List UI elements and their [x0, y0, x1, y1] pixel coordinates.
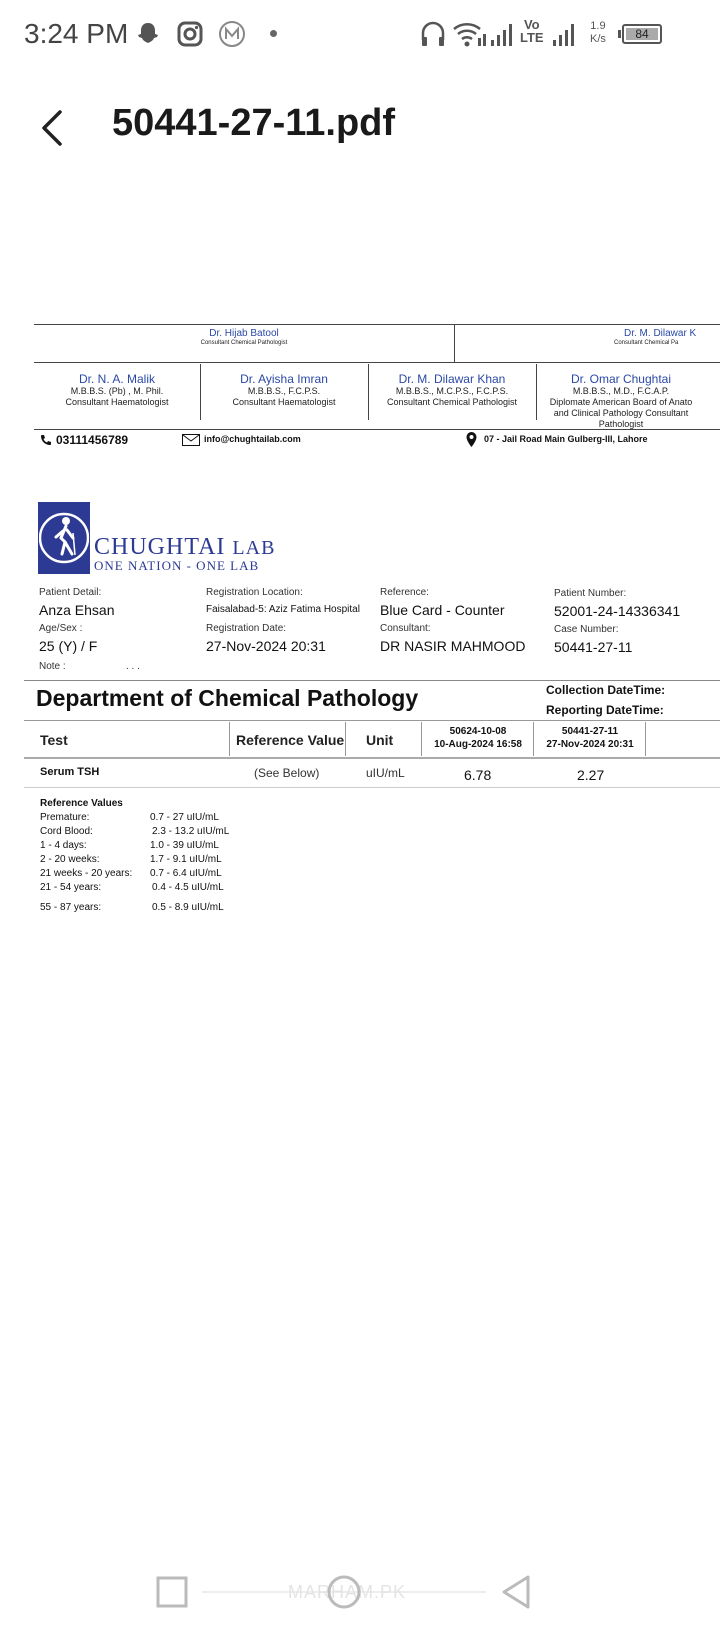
table-header-test: Test	[40, 732, 68, 748]
location-pin-icon	[466, 432, 477, 452]
status-time: 3:24 PM	[24, 18, 129, 49]
doctor-dilawar: Dr. M. Dilawar Khan M.B.B.S., M.C.P.S., F.C.P.S. Consultant Chemical Pathologist	[386, 372, 518, 407]
patient-number-label: Patient Number:	[554, 588, 627, 599]
reporting-datetime-label: Reporting DateTime:	[546, 703, 664, 717]
reference: Blue Card - Counter	[380, 602, 505, 618]
row-unit: uIU/mL	[366, 766, 405, 780]
table-row	[0, 766, 720, 786]
ref-label: 21 - 54 years:	[40, 882, 102, 893]
pdf-page[interactable]	[0, 300, 720, 980]
note-value: . . .	[126, 661, 140, 672]
contact-phone: 03111456789	[56, 433, 129, 447]
doctor-omar: Dr. Omar Chughtai M.B.B.S., M.D., F.C.A.P. Diplomate American Board of Anato and Clinical Pathology Consultant Pathologist	[549, 372, 693, 429]
table-header-reference: Reference Value	[236, 732, 345, 748]
patient-number: 52001-24-14336341	[554, 603, 681, 619]
nav-watermark: MARHAM.PK	[288, 1582, 407, 1602]
patient-name: Anza Ehsan	[39, 602, 115, 618]
age-sex-label: Age/Sex :	[39, 623, 83, 634]
triangle-back-icon	[500, 1574, 532, 1610]
age-sex: 25 (Y) / F	[39, 638, 98, 654]
contact-email: info@chughtailab.com	[204, 434, 301, 444]
department-title: Department of Chemical Pathology	[36, 685, 419, 711]
ref-label: 2 - 20 weeks:	[40, 854, 100, 865]
reference-values-title: Reference Values	[40, 798, 123, 809]
case-number-label: Case Number:	[554, 624, 619, 635]
chughtai-logo: CHUGHTAI LAB ONE NATION - ONE LAB	[38, 502, 308, 576]
doctor-ayisha: Dr. Ayisha Imran M.B.B.S., F.C.P.S. Consultant Haematologist	[232, 372, 336, 407]
case-number: 50441-27-11	[554, 639, 633, 655]
consultant: DR NASIR MAHMOOD	[380, 638, 526, 654]
home-button[interactable]	[326, 1574, 362, 1610]
ref-value: 0.5 - 8.9 uIU/mL	[152, 902, 224, 913]
email-icon	[182, 433, 200, 451]
network-speed: 1.9 K/s	[590, 20, 606, 45]
back-button[interactable]	[36, 106, 76, 150]
registration-date: 27-Nov-2024 20:31	[206, 638, 326, 654]
doctor-top-1: Dr. Hijab Batool Consultant Chemical Pathologist	[200, 328, 288, 346]
contact-address: 07 - Jail Road Main Gulberg-III, Lahore	[484, 434, 648, 444]
app-m-icon	[218, 20, 246, 53]
battery-icon: 84	[622, 24, 662, 44]
row-test: Serum TSH	[40, 766, 100, 778]
table-header-result-1: 50624-10-08 10-Aug-2024 16:58	[434, 726, 522, 750]
doctor-malik: Dr. N. A. Malik M.B.B.S. (Pb) , M. Phil. Consultant Haematologist	[65, 372, 169, 407]
instagram-icon	[176, 20, 204, 53]
phone-icon	[40, 433, 52, 451]
walker-logo-icon	[38, 502, 90, 574]
signal-icon-2	[552, 22, 578, 53]
ref-value: 1.0 - 39 uIU/mL	[150, 840, 219, 851]
reference-label: Reference:	[380, 587, 429, 598]
ref-label: Premature:	[40, 812, 90, 823]
snapchat-icon	[134, 20, 162, 53]
doctor-top-2: Dr. M. Dilawar K Consultant Chemical Pa	[614, 328, 697, 346]
row-result-2: 2.27	[577, 767, 605, 783]
ref-label: 55 - 87 years:	[40, 902, 102, 913]
document-title: 50441-27-11.pdf	[112, 102, 396, 144]
ref-label: 21 weeks - 20 years:	[40, 868, 133, 879]
ref-value: 0.4 - 4.5 uIU/mL	[152, 882, 224, 893]
wifi-icon	[452, 20, 486, 53]
registration-location: Faisalabad-5: Aziz Fatima Hospital	[206, 604, 360, 615]
ref-value: 0.7 - 27 uIU/mL	[150, 812, 219, 823]
ref-label: Cord Blood:	[40, 826, 93, 837]
registration-date-label: Registration Date:	[206, 623, 287, 634]
circle-icon	[326, 1574, 362, 1610]
back-nav-button[interactable]	[500, 1574, 532, 1610]
back-arrow-icon	[36, 106, 76, 150]
headphones-icon	[420, 20, 446, 53]
dot-icon	[270, 30, 277, 37]
recent-apps-button[interactable]	[156, 1576, 188, 1608]
table-header-unit: Unit	[366, 732, 394, 748]
ref-value: 2.3 - 13.2 uIU/mL	[152, 826, 230, 837]
ref-value: 1.7 - 9.1 uIU/mL	[150, 854, 222, 865]
note-label: Note :	[39, 661, 66, 672]
row-result-1: 6.78	[464, 767, 492, 783]
collection-datetime-label: Collection DateTime:	[546, 683, 666, 697]
lte-icon: Vo LTE	[520, 17, 544, 45]
square-icon	[156, 1576, 188, 1608]
table-header-result-2: 50441-27-11 27-Nov-2024 20:31	[546, 726, 634, 750]
patient-detail-label: Patient Detail:	[39, 587, 102, 598]
row-reference: (See Below)	[254, 766, 320, 780]
signal-icon-1	[490, 22, 514, 53]
consultant-label: Consultant:	[380, 623, 431, 634]
registration-location-label: Registration Location:	[206, 587, 303, 598]
ref-value: 0.7 - 6.4 uIU/mL	[150, 868, 222, 879]
ref-label: 1 - 4 days:	[40, 840, 87, 851]
